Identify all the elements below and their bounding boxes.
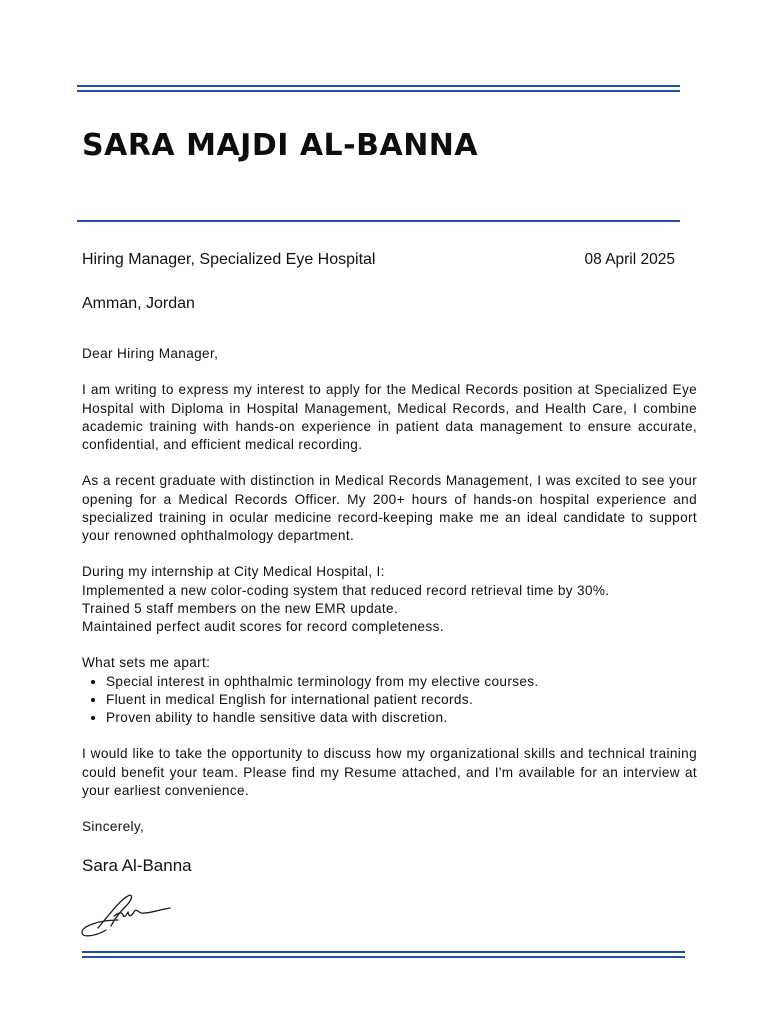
paragraph-graduate: As a recent graduate with distinction in Medical Records Management, I was excited to see your opening for a Medical Records Officer. My 200+ hours of hands-on hospital experience and specialized training in ocular medicine record-keeping make me an ideal candidate to support your renowned ophthalmology department. bbox=[82, 473, 697, 543]
handwritten-signature bbox=[78, 890, 188, 945]
recipient-location: Amman, Jordan bbox=[82, 295, 195, 312]
applicant-name: SARA MAJDI AL-BANNA bbox=[82, 128, 479, 163]
apart-list bbox=[82, 673, 697, 728]
internship-block bbox=[82, 563, 697, 636]
paragraph-closing: I would like to take the opportunity to discuss how my organizational skills and technical training could benefit your team. Please find my Resume attached, and I'm available for an interview at your earliest convenience. bbox=[82, 746, 697, 798]
internship-item: Trained 5 staff members on the new EMR update. bbox=[82, 600, 399, 616]
list-item: • Fluent in medical English for international patient records. bbox=[106, 691, 697, 709]
signoff-name: Sara Al-Banna bbox=[82, 856, 192, 875]
list-item: • Proven ability to handle sensitive data with discretion. bbox=[106, 709, 697, 727]
list-item: • Special interest in ophthalmic terminology from my elective courses. bbox=[106, 673, 697, 691]
paragraph-intro: I am writing to express my interest to apply for the Medical Records position at Specialized Eye Hospital with Diploma in Hospital Management, Medical Records, and Health Care, I combine academic training with hands-on experience in patient data management to ensure accurate, confidential, and efficient medical recording. bbox=[82, 382, 697, 452]
recipient-title: Hiring Manager, Specialized Eye Hospital bbox=[82, 251, 376, 268]
letter-date: 08 April 2025 bbox=[584, 251, 675, 268]
salutation: Dear Hiring Manager, bbox=[82, 346, 219, 361]
top-double-rule bbox=[77, 85, 680, 87]
apart-intro: What sets me apart: bbox=[82, 655, 211, 671]
header-divider-rule bbox=[77, 220, 680, 222]
closing-word: Sincerely, bbox=[82, 819, 145, 835]
letter-body bbox=[82, 345, 697, 836]
bottom-double-rule bbox=[82, 951, 685, 953]
internship-item: Implemented a new color-coding system that reduced record retrieval time by 30%. bbox=[82, 582, 610, 598]
internship-item: Maintained perfect audit scores for record completeness. bbox=[82, 619, 444, 634]
internship-intro: During my internship at City Medical Hospital, I: bbox=[82, 564, 385, 580]
